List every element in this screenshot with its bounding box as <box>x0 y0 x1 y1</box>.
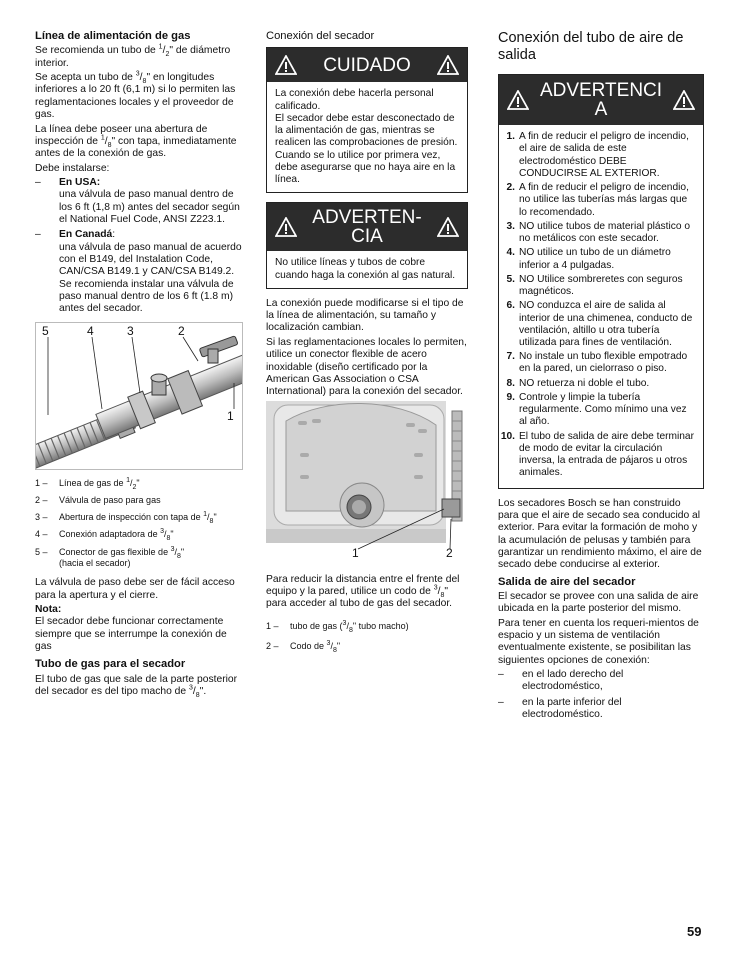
warning-title: ADVERTEN- CIA <box>312 207 422 248</box>
warning-triangle-icon <box>507 90 529 110</box>
list-item: 8. NO retuerza ni doble el tubo. <box>506 377 650 389</box>
warning-box-exhaust <box>498 74 704 488</box>
list-item: 5. NO Utilice sombreretes con seguros magnéticos. <box>506 273 683 298</box>
warning-box-copper <box>266 202 468 288</box>
para-accepted-tube: Se acepta un tubo de $^3/_8$" en longitudes inferiores a lo 20 ft (6,1 m) si lo permiten las reglamentaciones locales y el proveedor de gas. <box>35 70 236 121</box>
caption-item: 1 – tubo de gas ($^3/_8$" tubo macho) <box>266 619 409 634</box>
warning-title: ADVERTENCI A <box>539 80 663 121</box>
list-item: 9. Controle y limpie la tubería regularmente. Como mínimo una vez al año. <box>506 391 687 428</box>
para-connection-change: La conexión puede modificarse si el tipo de la línea de alimentación, su tamaño y localización cambian. <box>266 297 464 334</box>
list-item: 2. A fin de reducir el peligro de incendio, no utilice las tuberías más largas que lo recomendado. <box>506 182 689 218</box>
dryer-back-illustration <box>266 401 468 563</box>
dryer-back-drawing <box>266 401 468 563</box>
caption-item: 2 – Válvula de paso para gas <box>35 494 161 505</box>
para-flexible-connector: Si las reglamentaciones locales lo permiten, utilice un conector flexible de acero inoxidable (diseño certificado por la American Gas Association o CSA International) para la conexión del secador. <box>266 336 467 398</box>
caption-item: 5 – Conector de gas flexible de $^3/_8$" (hacia el secador) <box>35 545 185 568</box>
heading-air-outlet: Salida de aire del secador <box>498 575 636 588</box>
warning-triangle-icon <box>275 217 297 237</box>
caution-header <box>267 48 467 82</box>
warning-list <box>499 131 695 479</box>
list-item: 7. No instale un tubo flexible empotrado en la pared, un cielorraso o piso. <box>506 351 688 375</box>
caution-title: CUIDADO <box>323 54 411 76</box>
column-right <box>498 30 704 724</box>
para-recommended-tube: Se recomienda un tubo de $^1/_2$" de diámetro interior. <box>35 44 231 69</box>
heading-exhaust-connection: Conexión del tubo de aire de salida <box>498 30 684 64</box>
option-right-side: – en el lado derecho del electrodoméstico, <box>498 669 704 694</box>
list-item-usa <box>35 177 243 226</box>
para-elbow: Para reducir la distancia entre el frente del equipo y la pared, utilice un codo de $^3/_8$" para acceder al tubo de gas del secador. <box>266 573 460 610</box>
fig1-label-2: 2 <box>178 323 185 338</box>
heading-dryer-connection: Conexión del secador <box>266 30 375 42</box>
caption-item: 1 – Línea de gas de $^1/_2$" <box>35 476 140 491</box>
canada-text: una válvula de paso manual de acuerdo con el B149, del Instalation Code, CAN/CSA B149.1 y CAN/CSA B149.2. Se recomienda instalar una válvula de paso manual dentro de los 6 ft (1.8 m) antes del secador. <box>59 241 242 315</box>
fig1-label-4: 4 <box>87 323 94 338</box>
fig2-label-1: 1 <box>352 545 359 560</box>
canada-label: – En Canadá: <box>59 229 116 241</box>
warning-header <box>499 75 703 125</box>
list-item: 1. A fin de reducir el peligro de incendio, el aire de salida de este electrodoméstico DEBE CONDUCIRSE AL EXTERIOR. <box>506 131 689 179</box>
warning-triangle-icon <box>673 90 695 110</box>
warning-triangle-icon <box>275 55 297 75</box>
column-middle <box>266 30 468 658</box>
list-item: 3. NO utilice tubos de material plástico o no metálicos con este secador. <box>506 220 691 245</box>
fig2-captions <box>266 621 468 653</box>
usa-text: una válvula de paso manual dentro de los 6 ft (1,8 m) antes del secador según el National Fuel Code, ANSI Z223.1. <box>59 189 240 225</box>
note-text: El secador debe funcionar correctamente siempre que se interrumpe la conexión de gas <box>35 616 227 652</box>
fig1-label-3: 3 <box>127 323 134 338</box>
para-bosch-dryers: Los secadores Bosch se han construido para que el aire de secado sea conducido al exterior. Para evitar la formación de moho y la acumulación de pelusas y también para garantizar un rendimiento máximo, el aire de secado debe conducirse al exterior. <box>498 497 702 571</box>
fig1-label-1: 1 <box>227 408 234 423</box>
list-item: 10. El tubo de salida de aire debe terminar de modo de evitar la circulación inversa, la entrada de pájaros u otros animales. <box>500 430 694 479</box>
gas-pipe-drawing <box>36 323 242 470</box>
heading-dryer-gas-tube: Tubo de gas para el secador <box>35 658 186 671</box>
para-valve-access: La válvula de paso debe ser de fácil acceso para la apertura y el cierre. <box>35 577 235 601</box>
fig1-captions <box>35 478 243 570</box>
gas-line-illustration <box>35 322 243 470</box>
caution-text: La conexión debe hacerla personal calificado. El secador debe estar desconectado de la alimentación de gas, mientras se realicen las comprobaciones de presión. Cuando se lo utilice por primera vez, debe asegurarse que no haya aire en la línea. <box>275 88 458 186</box>
warning-header <box>267 203 467 251</box>
caption-item: 2 – Codo de $^3/_8$" <box>266 639 341 654</box>
caption-item: 4 – Conexión adaptadora de $^3/_8$" <box>35 528 174 543</box>
option-bottom: – en la parte inferior del electrodoméstico. <box>498 697 704 722</box>
list-item: 6. NO conduzca el aire de salida al interior de una chimenea, conducto de ventilación, altillo u otra tubería utilizada para fines de ventilación. <box>506 300 693 348</box>
list-item: 4. NO utilice un tubo de un diámetro inferior a 4 pulgadas. <box>506 247 671 271</box>
list-item-canada <box>35 229 243 315</box>
para-must-install: Debe instalarse: <box>35 162 110 174</box>
para-dryer-tube: El tubo de gas que sale de la parte posterior del secador es del tipo macho de $^3/_8$". <box>35 673 238 700</box>
note-label: Nota: <box>35 603 62 615</box>
fig2-label-2: 2 <box>446 545 453 560</box>
warning-triangle-icon <box>437 217 459 237</box>
caution-box <box>266 47 468 193</box>
warning-text: No utilice líneas y tubos de cobre cuando haga la conexión al gas natural. <box>275 257 456 281</box>
fig1-label-5: 5 <box>42 323 49 338</box>
column-left <box>35 30 243 700</box>
para-options: Para tener en cuenta los requeri-mientos de espacio y un sistema de ventilación eventualmente existente, se posibilitan las siguientes opciones de conexión: <box>498 617 699 666</box>
page-number: 59 <box>687 924 702 939</box>
para-outlet-location: El secador se provee con una salida de aire ubicada en la parte posterior del mismo. <box>498 591 699 615</box>
usa-label: – En USA: <box>59 176 101 188</box>
warning-list-body <box>499 125 703 487</box>
warning-triangle-icon <box>437 55 459 75</box>
heading-gas-line: Línea de alimentación de gas <box>35 30 191 42</box>
para-inspection-opening: La línea debe poseer una abertura de inspección de $^1/_8$" con tapa, inmediatamente antes de la conexión de gas. <box>35 123 237 160</box>
caption-item: 3 – Abertura de inspección con tapa de $^1/_8$" <box>35 511 217 525</box>
